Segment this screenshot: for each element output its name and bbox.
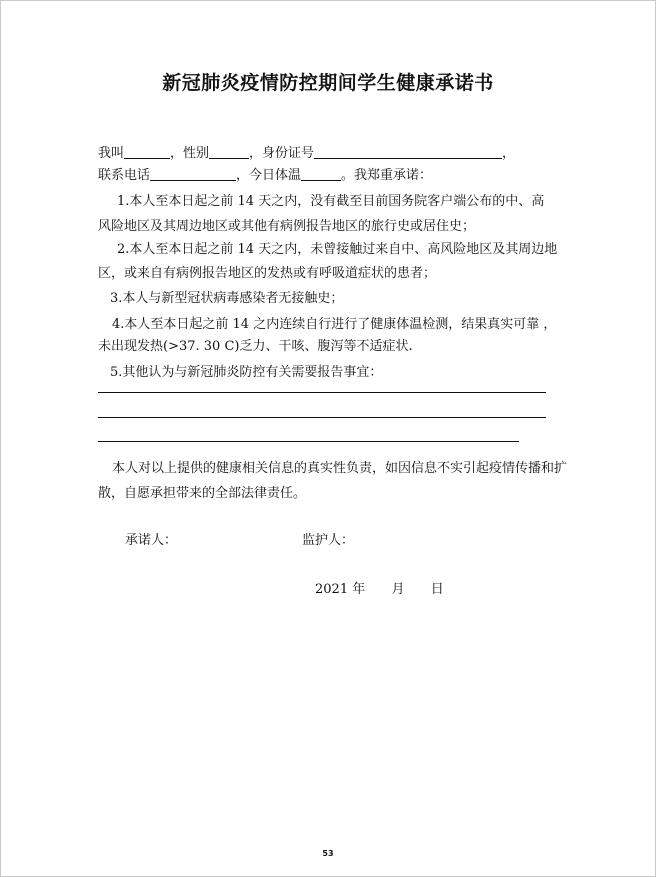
report-line-1[interactable] (98, 392, 546, 393)
date-month: 月 (391, 582, 405, 597)
temperature-label: ，今日体温 (236, 168, 302, 183)
item-2-line-b: 区，或来自有病例报告地区的发热或有呼吸道症状的患者； (98, 266, 437, 281)
date-line (315, 580, 444, 600)
item-1-line-b: 风险地区及其周边地区或其他有病例报告地区的旅行史或居住史； (98, 219, 476, 234)
name-label: 我叫 (98, 146, 125, 161)
statement-line-a: 本人对以上提供的健康相关信息的真实性负责，如因信息不实引起疫情传播和扩 (112, 461, 568, 476)
name-field[interactable] (124, 144, 170, 159)
item-5: 5.其他认为与新冠肺炎防控有关需要报告事宜： (110, 365, 383, 380)
guardian-label: 监护人： (302, 533, 355, 548)
item-2-line-a: 2.本人至本日起之前 14 天之内，未曾接触过来自中、高风险地区及其周边地 (117, 242, 558, 257)
temperature-field[interactable] (301, 166, 341, 181)
promisor-label: 承诺人： (125, 533, 178, 548)
phone-label: 联系电话 (98, 168, 151, 183)
phone-field[interactable] (150, 166, 236, 181)
intro-line-1-end: ， (502, 146, 516, 161)
intro-line-1 (98, 144, 515, 164)
date-year: 2021 年 (315, 582, 366, 597)
intro-line-2 (98, 166, 432, 186)
gender-field[interactable] (209, 144, 249, 159)
id-label: ，身份证号 (249, 146, 315, 161)
gender-label: ，性别 (170, 146, 210, 161)
statement-line-b: 散，自愿承担带来的全部法律责任。 (98, 486, 307, 501)
promise-label: 。我郑重承诺： (341, 168, 433, 183)
date-day: 日 (430, 582, 444, 597)
id-number-field[interactable] (314, 144, 502, 159)
report-line-2[interactable] (98, 417, 546, 418)
item-4-line-b: 未出现发热(>37. 30 C)乏力、干咳、腹泻等不适症状. (98, 339, 413, 354)
report-line-3[interactable] (98, 441, 519, 442)
item-4-line-a: 4.本人至本日起之前 14 之内连续自行进行了健康体温检测，结果真实可靠 ， (112, 317, 557, 332)
page-number: 53 (322, 849, 334, 858)
document-title: 新冠肺炎疫情防控期间学生健康承诺书 (162, 72, 494, 94)
item-3: 3.本人与新型冠状病毒感染者无接触史； (110, 291, 344, 306)
item-1-line-a: 1.本人至本日起之前 14 天之内，没有截至目前国务院客户端公布的中、高 (117, 194, 545, 209)
